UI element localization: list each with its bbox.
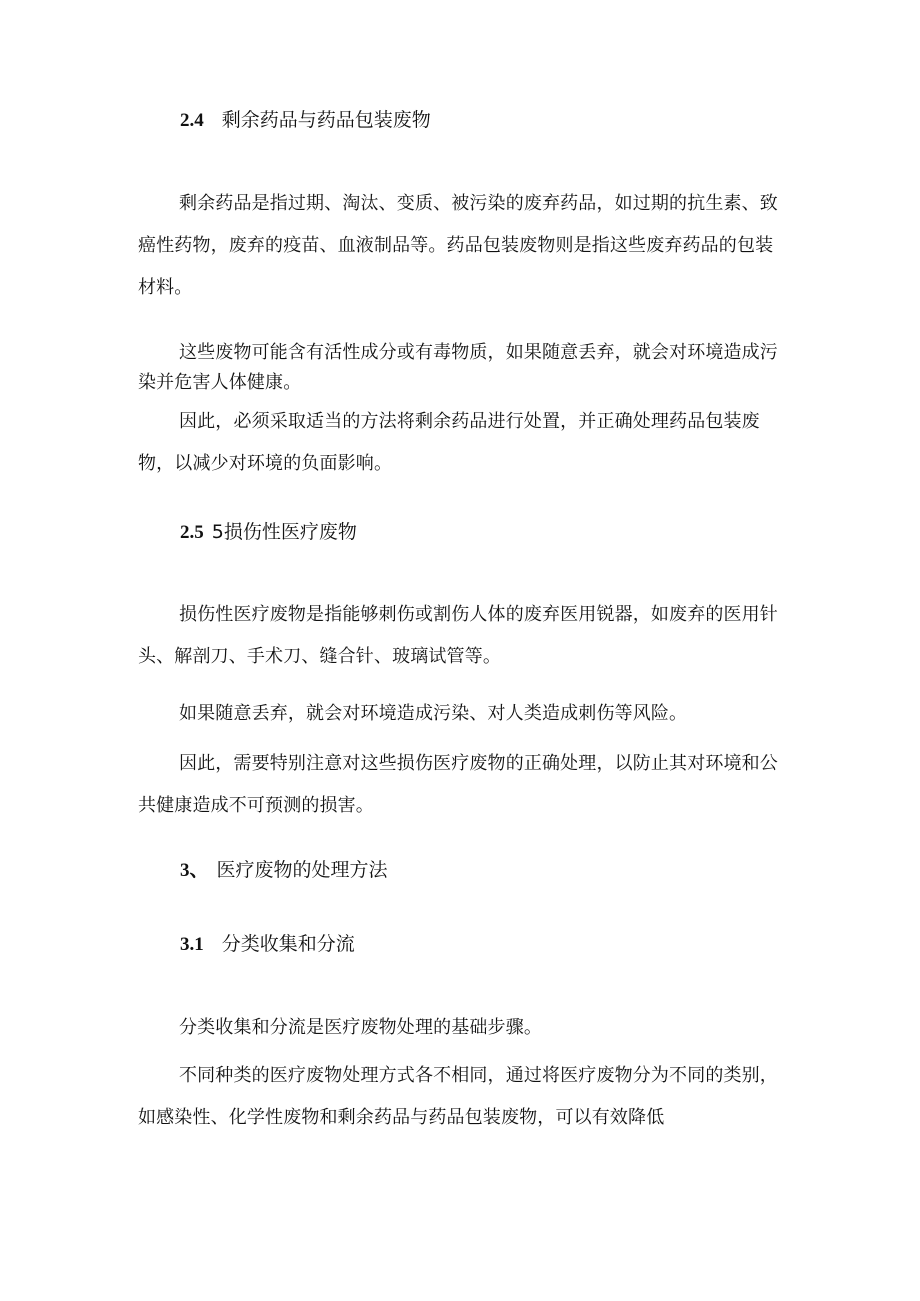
section-number: 2.4	[180, 110, 204, 131]
paragraph: 这些废物可能含有活性成分或有毒物质，如果随意丢弃，就会对环境造成污染并危害人体健康。	[138, 342, 778, 393]
paragraph: 因此，必须采取适当的方法将剩余药品进行处置，并正确处理药品包装废物，以减少对环境的负面影响。	[138, 411, 760, 474]
section-title: 医疗废物的处理方法	[216, 859, 388, 881]
section-number: 3、	[180, 860, 209, 881]
paragraph: 因此，需要特别注意对这些损伤医疗废物的正确处理，以防止其对环境和公共健康造成不可预测的损害。	[138, 753, 778, 816]
section-number: 3.1	[180, 934, 204, 955]
paragraph: 剩余药品是指过期、淘汰、变质、被污染的废弃药品，如过期的抗生素、致癌性药物，废弃的疫苗、血液制品等。药品包装废物则是指这些废弃药品的包装材料。	[138, 193, 778, 298]
paragraph: 如果随意丢弃，就会对环境造成污染、对人类造成刺伤等风险。	[179, 703, 688, 724]
section-heading-2-4	[180, 106, 780, 135]
paragraph: 分类收集和分流是医疗废物处理的基础步骤。	[179, 1017, 542, 1038]
section-title: 5损伤性医疗废物	[211, 521, 357, 543]
paragraph: 不同种类的医疗废物处理方式各不相同，通过将医疗废物分为不同的类别，如感染性、化学性废物和剩余药品与药品包装废物，可以有效降低	[138, 1065, 778, 1128]
section-heading-2-5	[180, 518, 780, 547]
section-number: 2.5	[180, 522, 204, 543]
section-heading-3-1	[180, 930, 780, 959]
section-title: 分类收集和分流	[221, 933, 355, 955]
section-heading-3	[180, 856, 780, 885]
section-title: 剩余药品与药品包装废物	[221, 109, 431, 131]
paragraph: 损伤性医疗废物是指能够刺伤或割伤人体的废弃医用锐器，如废弃的医用针头、解剖刀、手术刀、缝合针、玻璃试管等。	[138, 604, 778, 667]
